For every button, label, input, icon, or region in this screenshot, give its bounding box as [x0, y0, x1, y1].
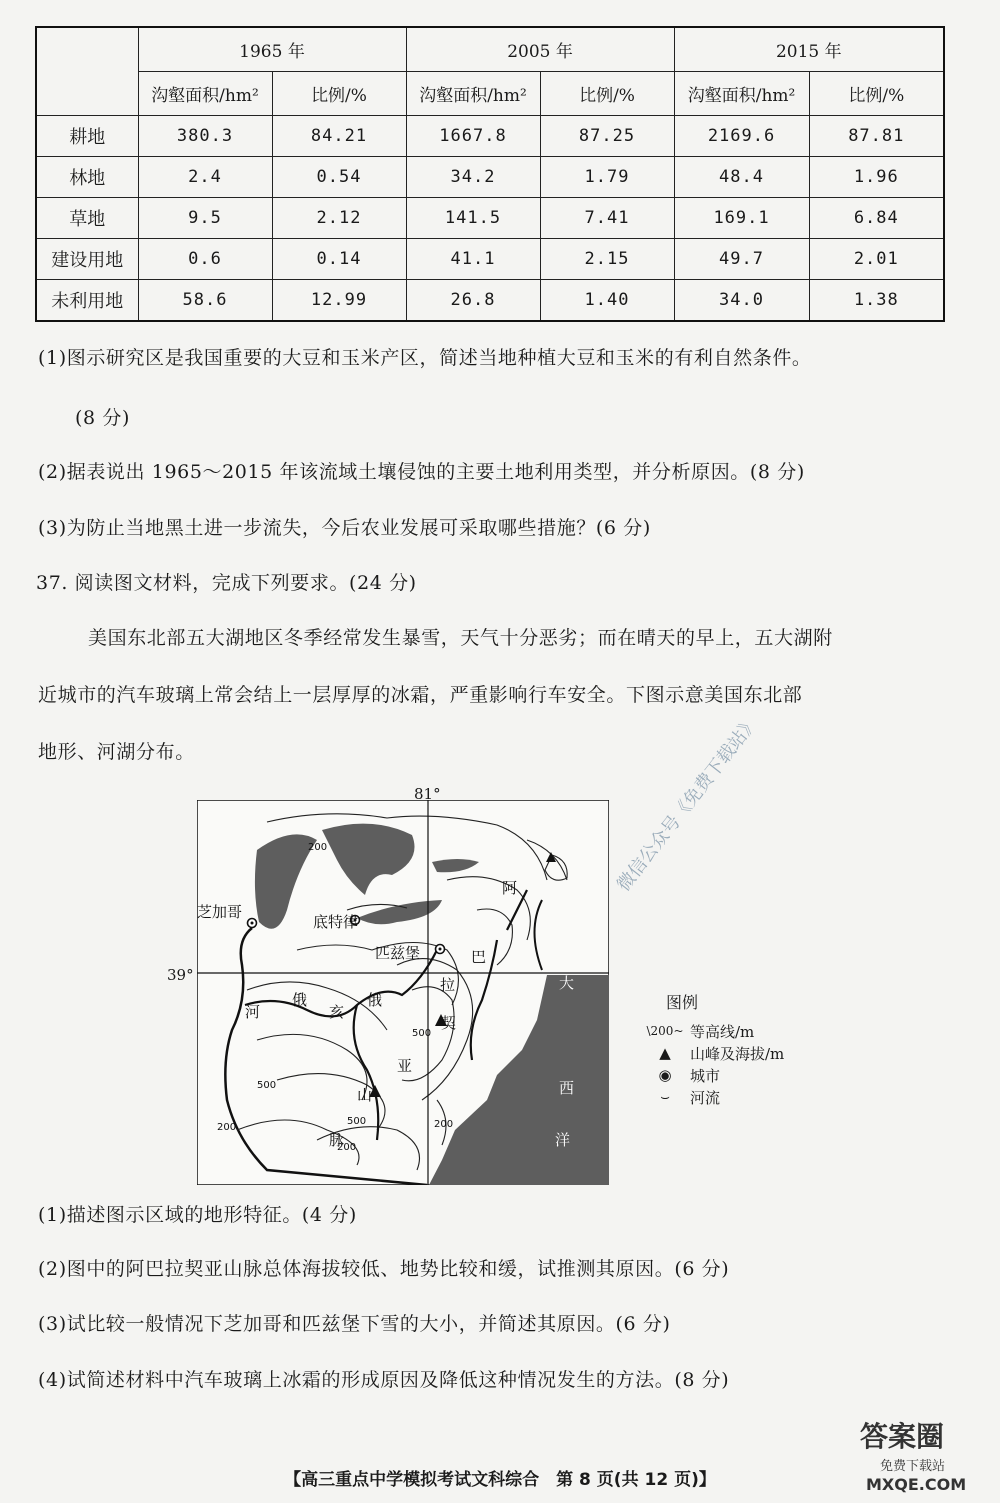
- col-header-area: 沟壑面积/hm²: [138, 71, 272, 115]
- range-label: 山: [357, 1086, 373, 1104]
- table-corner-cell: [36, 27, 138, 115]
- ocean-label: 洋: [555, 1131, 571, 1149]
- q36-3-text: (3)为防止当地黑土进一步流失，今后农业发展可采取哪些措施？(6 分): [38, 517, 651, 539]
- table-row: [36, 279, 944, 321]
- q37-title: 37. 阅读图文材料，完成下列要求。(24 分): [36, 572, 417, 594]
- year-header: 2015 年: [674, 27, 944, 71]
- year-header: 1965 年: [138, 27, 406, 71]
- cell-ratio: 6.84: [809, 197, 944, 238]
- cell-area: 34.0: [674, 279, 809, 321]
- watermark-text: 微信公众号《免费下载站》: [613, 712, 763, 896]
- legend-item-contour: \200~ 等高线/m: [640, 1020, 784, 1042]
- cell-ratio: 7.41: [540, 197, 674, 238]
- cell-area: 1667.8: [406, 115, 540, 156]
- q36-2-text: (2)据表说出 1965～2015 年该流域土壤侵蚀的主要土地利用类型，并分析原因。(8 分): [38, 461, 805, 483]
- svg-text:免费下载站: 免费下载站: [880, 1459, 946, 1474]
- q37-3-text: (3)试比较一般情况下芝加哥和匹兹堡下雪的大小，并简述其原因。(6 分): [38, 1313, 671, 1335]
- col-header-ratio: 比例/%: [272, 71, 406, 115]
- cell-area: 34.2: [406, 156, 540, 197]
- cell-ratio: 0.14: [272, 238, 406, 279]
- col-header-area: 沟壑面积/hm²: [674, 71, 809, 115]
- land-use-gully-table: [35, 26, 945, 322]
- table-row: [36, 156, 944, 197]
- row-label: 林地: [36, 156, 138, 197]
- legend-item-river: ⌣ 河流: [640, 1086, 784, 1108]
- year-header: 2005 年: [406, 27, 674, 71]
- cell-area: 41.1: [406, 238, 540, 279]
- row-label: 草地: [36, 197, 138, 238]
- river-label: 俄: [292, 991, 308, 1009]
- table-row: [36, 238, 944, 279]
- cell-area: 0.6: [138, 238, 272, 279]
- q36-1-score: (8 分): [75, 407, 130, 429]
- cell-ratio: 1.96: [809, 156, 944, 197]
- range-label: 亚: [397, 1057, 413, 1075]
- page-footer: 【高三重点中学模拟考试文科综合 第 8 页(共 12 页)】: [284, 1470, 716, 1490]
- cell-ratio: 1.40: [540, 279, 674, 321]
- legend-item-city: ◉ 城市: [640, 1064, 784, 1086]
- cell-area: 9.5: [138, 197, 272, 238]
- cell-ratio: 87.81: [809, 115, 944, 156]
- cell-ratio: 0.54: [272, 156, 406, 197]
- q37-4-text: (4)试简述材料中汽车玻璃上冰霜的形成原因及降低这种情况发生的方法。(8 分): [38, 1369, 730, 1391]
- cell-area: 26.8: [406, 279, 540, 321]
- row-label: 耕地: [36, 115, 138, 156]
- northeast-us-terrain-map: [197, 800, 609, 1185]
- site-logo: [830, 1410, 980, 1495]
- city-label-pittsburgh: 匹兹堡: [375, 944, 421, 962]
- cell-ratio: 1.79: [540, 156, 674, 197]
- table-row: [36, 197, 944, 238]
- svg-text:MXQE.COM: MXQE.COM: [866, 1475, 967, 1494]
- map-legend: [640, 1020, 784, 1108]
- contour-value: 200: [217, 1122, 237, 1133]
- q37-material-line2: 近城市的汽车玻璃上常会结上一层厚厚的冰霜，严重影响行车安全。下图示意美国东北部: [38, 684, 803, 706]
- cell-area: 48.4: [674, 156, 809, 197]
- cell-area: 2169.6: [674, 115, 809, 156]
- cell-ratio: 2.01: [809, 238, 944, 279]
- ocean-label: 西: [559, 1079, 575, 1097]
- cell-area: 380.3: [138, 115, 272, 156]
- contour-value: 200: [308, 842, 328, 853]
- contour-symbol: \200~: [646, 1024, 684, 1038]
- city-icon: ◉: [658, 1066, 672, 1084]
- river-label: 俄: [367, 991, 383, 1009]
- q36-1-text: (1)图示研究区是我国重要的大豆和玉米产区，简述当地种植大豆和玉米的有利自然条件。: [38, 347, 812, 369]
- q37-material-line3: 地形、河湖分布。: [38, 741, 195, 763]
- range-label: 巴: [471, 948, 487, 966]
- range-label: 脉: [329, 1131, 345, 1149]
- cell-ratio: 2.15: [540, 238, 674, 279]
- cell-ratio: 84.21: [272, 115, 406, 156]
- latitude-label: 39°: [167, 966, 194, 984]
- contour-value: 500: [412, 1028, 432, 1039]
- legend-item-peak: ▲ 山峰及海拔/m: [640, 1042, 784, 1064]
- cell-area: 141.5: [406, 197, 540, 238]
- range-label: 拉: [440, 976, 456, 994]
- row-label: 建设用地: [36, 238, 138, 279]
- range-label: 阿: [502, 879, 518, 897]
- q37-1-text: (1)描述图示区域的地形特征。(4 分): [38, 1204, 357, 1226]
- col-header-area: 沟壑面积/hm²: [406, 71, 540, 115]
- contour-value: 500: [347, 1116, 367, 1127]
- city-label-chicago: 芝加哥: [197, 903, 243, 921]
- cell-ratio: 12.99: [272, 279, 406, 321]
- longitude-label: 81°: [414, 785, 441, 803]
- river-label: 河: [245, 1003, 261, 1021]
- col-header-ratio: 比例/%: [809, 71, 944, 115]
- peak-icon: ▲: [659, 1044, 671, 1062]
- river-label: 亥: [329, 1003, 345, 1021]
- cell-ratio: 87.25: [540, 115, 674, 156]
- q37-material-line1: 美国东北部五大湖地区冬季经常发生暴雪，天气十分恶劣；而在晴天的早上，五大湖附: [88, 627, 833, 649]
- cell-area: 169.1: [674, 197, 809, 238]
- legend-title: 图例: [666, 993, 699, 1012]
- ocean-label: 大: [559, 974, 575, 992]
- cell-ratio: 2.12: [272, 197, 406, 238]
- cell-ratio: 1.38: [809, 279, 944, 321]
- q37-2-text: (2)图中的阿巴拉契亚山脉总体海拔较低、地势比较和缓，试推测其原因。(6 分): [38, 1258, 730, 1280]
- river-icon: ⌣: [660, 1088, 670, 1106]
- city-label-detroit: 底特律: [313, 913, 359, 931]
- contour-value: 200: [434, 1119, 454, 1130]
- row-label: 未利用地: [36, 279, 138, 321]
- cell-area: 2.4: [138, 156, 272, 197]
- table-row: [36, 115, 944, 156]
- cell-area: 58.6: [138, 279, 272, 321]
- contour-value: 200: [337, 1142, 357, 1153]
- range-label: 契: [441, 1014, 457, 1032]
- col-header-ratio: 比例/%: [540, 71, 674, 115]
- svg-text:答案圈: 答案圈: [860, 1420, 945, 1453]
- contour-value: 500: [257, 1080, 277, 1091]
- cell-area: 49.7: [674, 238, 809, 279]
